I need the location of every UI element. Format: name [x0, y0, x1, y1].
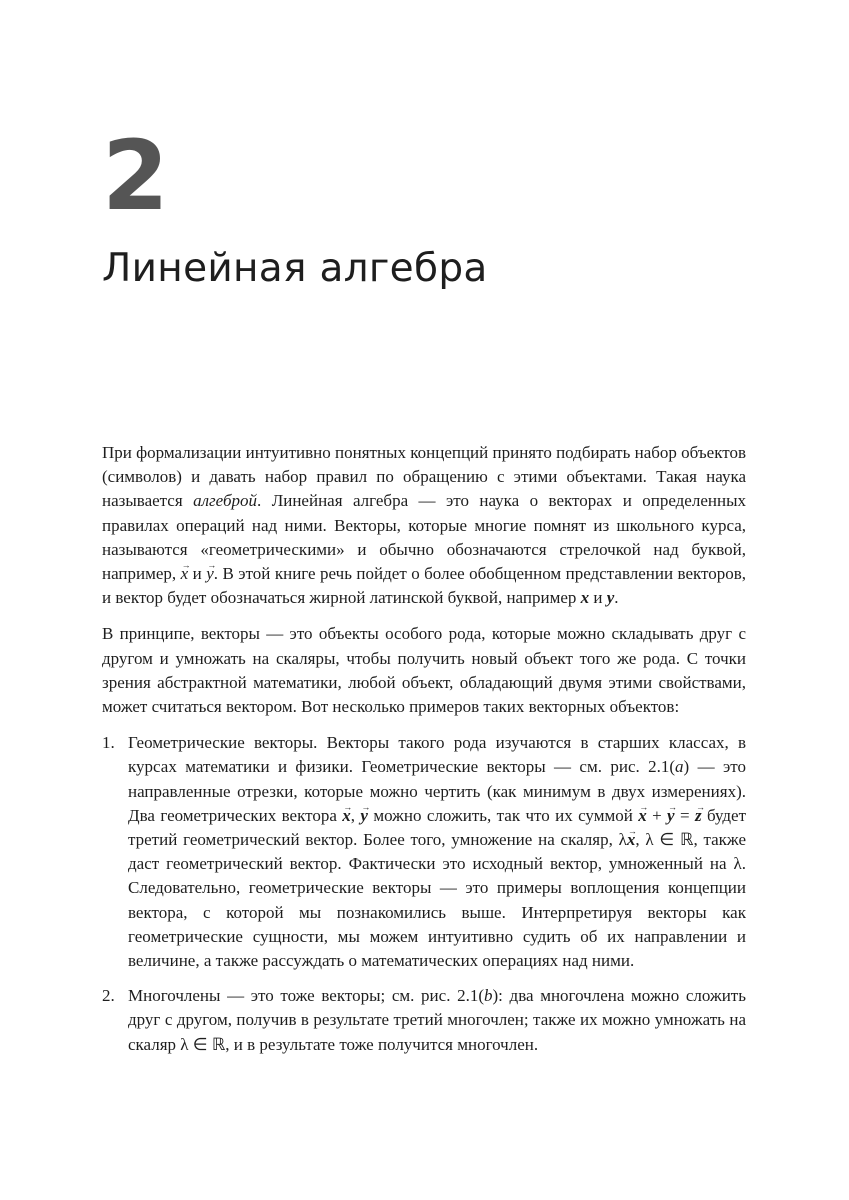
vector-arrow-y: → y [206, 562, 214, 586]
text-run: и [589, 588, 607, 608]
text-run: + [646, 805, 668, 825]
vectors-definition-paragraph: В принципе, векторы — это объекты особого рода, которые можно складывать друг с другом и умножать на скаляры, чтобы получить новый объект того же рода. С точки зрения абстрактной математики, любой объект, обладающий двумя этими свойствами, может считаться вектором. Вот несколько примеров таких векторных объектов: [102, 624, 746, 717]
figure-ref: b [484, 986, 493, 1006]
text-run: . Линейная алгебра — это наука о векторах и определенных правилах операций над ними. Векторы, которые многие помнят из школьного курса, называются «геометрическими» и обычно обозначаются стрелочкой над буквой, например, [102, 491, 746, 584]
list-item-polynomials [102, 984, 746, 1057]
intro-paragraph [102, 441, 746, 610]
vector-arrow-y: → y [360, 804, 368, 828]
algebra-term: алгеброй [193, 491, 258, 511]
text-run: Геометрические векторы. Векторы такого рода изучаются в старших классах, в курсах математики и физики. Геометрические векторы — см. рис. 2.1( [128, 733, 746, 777]
bold-vector-y: y [606, 588, 615, 608]
figure-ref: a [675, 757, 684, 777]
vector-arrow-y: → y [667, 804, 675, 828]
text-run: и [188, 564, 207, 584]
examples-list [102, 731, 746, 1057]
text-run: Многочлены — это тоже векторы; см. рис. 2.1( [128, 986, 485, 1006]
vector-arrow-x: → x [638, 804, 647, 828]
chapter-body [102, 441, 746, 1068]
list-item-geometric-vectors [102, 731, 746, 973]
text-run: . В этой книге речь пойдет о более обобщенном представлении векторов, и вектор будет обозначаться жирной латинской буквой, например [102, 564, 747, 608]
vector-arrow-x: → x [627, 828, 636, 852]
text-run: ): два многочлена можно сложить друг с другом, получив в результате третий многочлен; также их можно умножать на скаляр λ ∈ ℝ, и в результате тоже получится многочлен. [128, 986, 746, 1054]
chapter-number: 2 [102, 120, 169, 232]
vector-arrow-x: → x [181, 562, 189, 586]
bold-vector-x: x [580, 588, 590, 608]
text-run: будет третий геометрический вектор. Более того, умножение на скаляр, λ [128, 805, 747, 850]
list-number: 2. [102, 986, 115, 1006]
text-run: . [614, 588, 619, 608]
text-run: = [674, 805, 695, 825]
text-run: , λ ∈ ℝ, также даст геометрический вектор. Фактически это исходный вектор, умноженный на λ. Следовательно, геометрические векторы — это примеры воплощения концепции вектора, с которой мы познакомились выше. Интерпретируя векторы как геометрические сущности, мы можем интуитивно судить об их направлении и величине, а также рассуждать о математических операциях над ними. [128, 830, 747, 971]
vector-arrow-x: → x [342, 804, 351, 828]
text-run: При формализации интуитивно понятных концепций принято подбирать набор объектов (символов) и давать набор правил по обращению с этими объектами. Такая наука называется [102, 443, 746, 511]
vector-arrow-z: → z [695, 804, 702, 828]
text-run: можно сложить, так что их суммой [367, 805, 639, 825]
list-number: 1. [102, 733, 115, 753]
text-run: , [350, 805, 361, 825]
chapter-title: Линейная алгебра [102, 246, 488, 291]
text-run: ) — это направленные отрезки, которые можно чертить (как минимум в двух измерениях). Два геометрических вектора [128, 757, 746, 825]
